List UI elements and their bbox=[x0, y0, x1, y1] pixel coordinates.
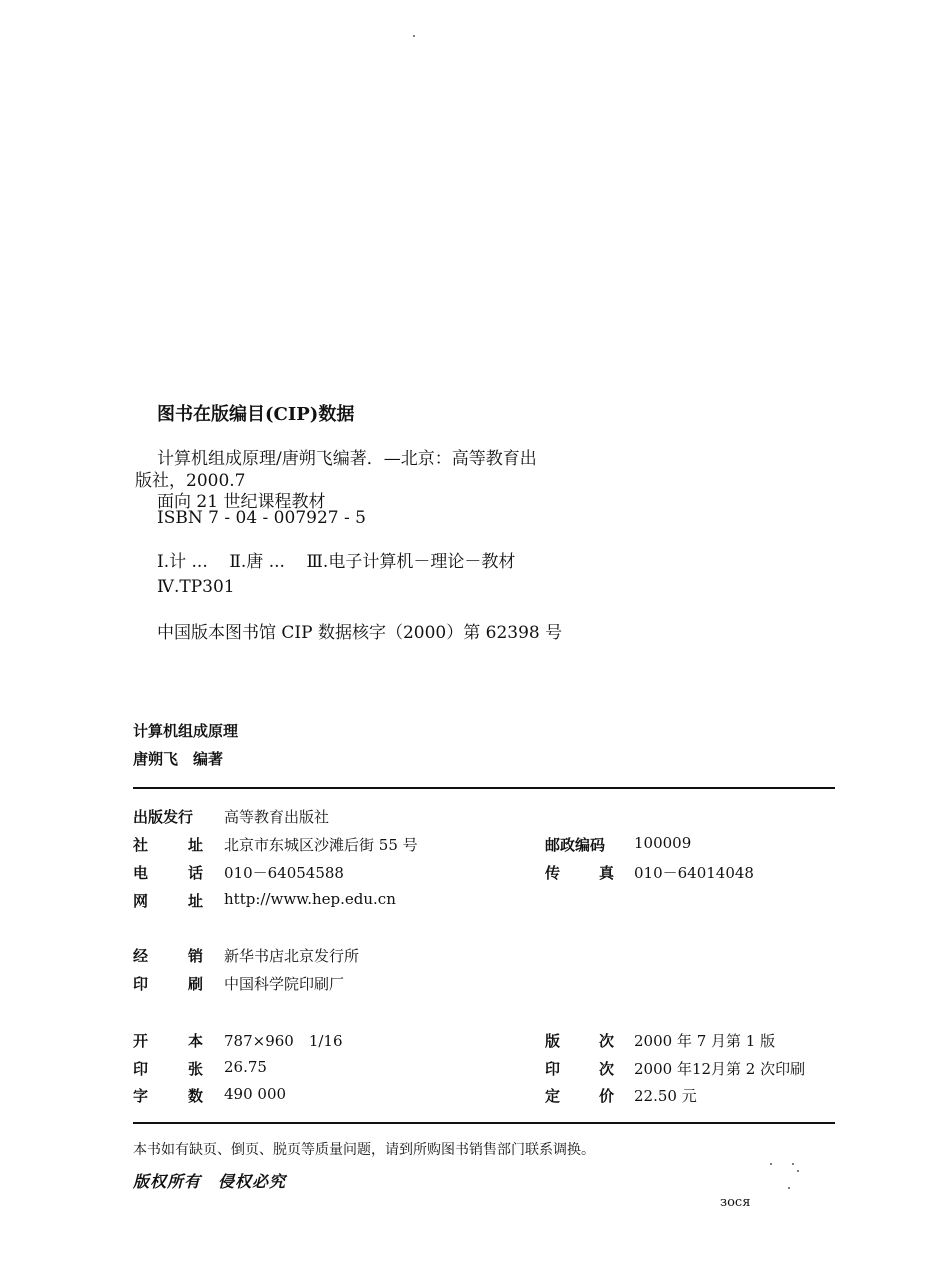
sheets-label-b: 张 bbox=[188, 1060, 204, 1078]
printing-value: 2000 年12月第 2 次印刷 bbox=[634, 1060, 806, 1078]
cip-line-2: 版社，2000.7 bbox=[135, 471, 246, 491]
phone-label-a: 电 bbox=[133, 864, 149, 882]
website-label-b: 址 bbox=[188, 892, 204, 910]
scan-speck bbox=[788, 1187, 790, 1189]
cip-line-5: Ⅰ.计 ... Ⅱ.唐 ... Ⅲ.电子计算机－理论－教材 bbox=[157, 552, 516, 572]
website-value: http://www.hep.edu.cn bbox=[224, 890, 396, 908]
price-label-a: 定 bbox=[545, 1087, 561, 1105]
cip-line-7: 中国版本图书馆 CIP 数据核字（2000）第 62398 号 bbox=[157, 623, 563, 643]
price-value: 22.50 元 bbox=[634, 1087, 697, 1105]
copyright-notice: 版权所有 侵权必究 bbox=[133, 1172, 287, 1191]
words-label-a: 字 bbox=[133, 1087, 149, 1105]
sheets-value: 26.75 bbox=[224, 1058, 267, 1076]
scan-speck bbox=[413, 35, 415, 37]
cip-heading: 图书在版编目(CIP)数据 bbox=[157, 404, 355, 425]
printing-label-a: 印 bbox=[545, 1060, 561, 1078]
publisher-label: 出版发行 bbox=[133, 808, 194, 826]
cip-line-3: 面向 21 世纪课程教材 bbox=[157, 492, 326, 512]
format-value: 787×960 1/16 bbox=[224, 1032, 343, 1050]
top-rule bbox=[133, 787, 835, 789]
phone-value: 010－64054588 bbox=[224, 864, 344, 882]
scan-speck bbox=[770, 1163, 772, 1165]
postcode-value: 100009 bbox=[634, 834, 692, 852]
scan-speck bbox=[792, 1163, 794, 1165]
scan-speck bbox=[797, 1170, 799, 1172]
address-label-b: 址 bbox=[188, 836, 204, 854]
postcode-label: 邮政编码 bbox=[545, 836, 606, 854]
printing-label-b: 次 bbox=[599, 1060, 615, 1078]
edition-value: 2000 年 7 月第 1 版 bbox=[634, 1032, 776, 1050]
bottom-rule bbox=[133, 1122, 835, 1124]
cip-line-1: 计算机组成原理/唐朔飞编著．—北京：高等教育出 bbox=[157, 449, 537, 469]
book-author: 唐朔飞 编著 bbox=[133, 750, 224, 768]
printer-label-b: 刷 bbox=[188, 975, 204, 993]
fax-label-b: 真 bbox=[599, 864, 615, 882]
publisher-value: 高等教育出版社 bbox=[224, 808, 330, 826]
book-title: 计算机组成原理 bbox=[133, 722, 239, 740]
printer-label-a: 印 bbox=[133, 975, 149, 993]
edition-label-a: 版 bbox=[545, 1032, 561, 1050]
format-label-b: 本 bbox=[188, 1032, 204, 1050]
cip-line-6: Ⅳ.TP301 bbox=[157, 577, 235, 597]
distributor-value: 新华书店北京发行所 bbox=[224, 947, 360, 965]
printer-value: 中国科学院印刷厂 bbox=[224, 975, 345, 993]
edition-label-b: 次 bbox=[599, 1032, 615, 1050]
fax-label-a: 传 bbox=[545, 864, 561, 882]
cip-line-4: ISBN 7 - 04 - 007927 - 5 bbox=[157, 508, 366, 528]
website-label-a: 网 bbox=[133, 892, 149, 910]
address-label-a: 社 bbox=[133, 836, 149, 854]
format-label-a: 开 bbox=[133, 1032, 149, 1050]
fax-value: 010－64014048 bbox=[634, 864, 754, 882]
quality-notice: 本书如有缺页、倒页、脱页等质量问题，请到所购图书销售部门联系调换。 bbox=[133, 1142, 595, 1158]
sheets-label-a: 印 bbox=[133, 1060, 149, 1078]
distributor-label-a: 经 bbox=[133, 947, 149, 965]
phone-label-b: 话 bbox=[188, 864, 204, 882]
words-value: 490 000 bbox=[224, 1085, 287, 1103]
distributor-label-b: 销 bbox=[188, 947, 204, 965]
address-value: 北京市东城区沙滩后街 55 号 bbox=[224, 836, 418, 854]
words-label-b: 数 bbox=[188, 1087, 204, 1105]
print-code-stamp: зося bbox=[720, 1195, 751, 1210]
price-label-b: 价 bbox=[599, 1087, 615, 1105]
